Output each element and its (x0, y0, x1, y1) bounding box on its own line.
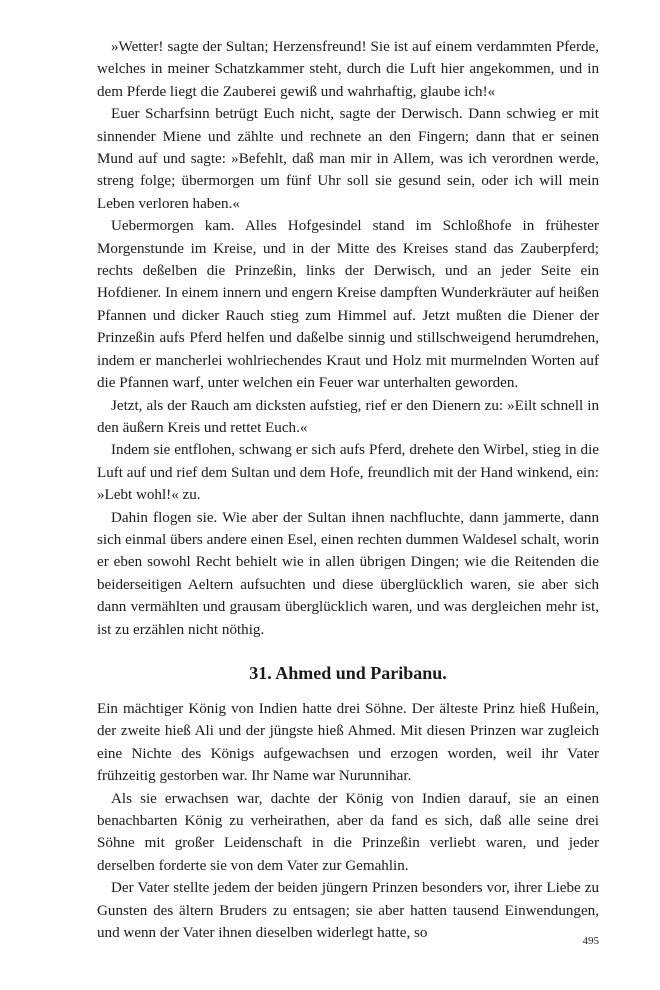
paragraph-6: Dahin flogen sie. Wie aber der Sultan ihnen nachfluchte, dann jammerte, dann sich einmal übers andere einen Esel, einen rechten dummen Waldesel schalt, worin er eben sowohl Recht behielt wie in allen übrigen Dingen; wie die Reitenden die beiderseitigen Aeltern aufsuchten und diese überglücklich waren, sie aber sich dann vermählten und grausam überglücklich waren, und was dergleichen mehr ist, ist zu erzählen nicht nöthig. (97, 509, 599, 638)
chapter-body (97, 698, 599, 944)
page-body (97, 36, 599, 944)
paragraph-1: »Wetter! sagte der Sultan; Herzensfreund! Sie ist auf einem verdammten Pferde, welches in meiner Schatzkammer steht, durch die Luft hier angekommen, und in dem Pferde liegt die Zauberei gewiß und wahrhaftig, glaube ich!« (97, 39, 599, 100)
paragraph-3: Uebermorgen kam. Alles Hofgesindel stand im Schloßhofe in frühester Morgenstunde im Kreise, und in der Mitte des Kreises stand das Zauberpferd; rechts deßelben die Prinzeßin, links der Derwisch, und an jeder Seite ein Hofdiener. In einem innern und engern Kreise dampften Wunderkräuter auf heißen Pfannen und dicker Rauch stieg zum Himmel auf. Jetzt mußten die Diener der Prinzeßin aufs Pferd helfen und daßelbe sinnig und stillschweigend herumdrehen, indem er mancherlei wohlriechendes Kraut und Holz mit murmelnden Worten auf die Pfannen warf, unter welchen ein Feuer war unterhalten geworden. (97, 218, 599, 392)
paragraph-5: Indem sie entflohen, schwang er sich aufs Pferd, drehete den Wirbel, stieg in die Luft auf und rief dem Sultan und dem Hofe, freundlich mit der Hand winkend, ein: »Lebt wohl!« zu. (97, 442, 599, 504)
page-number: 495 (582, 935, 599, 947)
chapter-paragraph-2: Als sie erwachsen war, dachte der König von Indien darauf, sie an einen benachbarten König zu verheirathen, aber da fand es sich, daß alle seine drei Söhne mit großer Leidenschaft in die Prinzeßin verliebt waren, und jeder derselben forderte sie von dem Vater zur Gemahlin. (97, 790, 599, 874)
chapter-paragraph-3: Der Vater stellte jedem der beiden jüngern Prinzen besonders vor, ihrer Liebe zu Gunsten des ältern Bruders zu entsagen; sie aber hatten tausend Einwendungen, und wenn der Vater ihnen dieselben widerlegt hatte, so (97, 880, 599, 942)
story-ending (97, 36, 599, 641)
paragraph-4: Jetzt, als der Rauch am dicksten aufstieg, rief er den Dienern zu: »Eilt schnell in den äußern Kreis und rettet Euch.« (97, 397, 599, 436)
chapter-heading: 31. Ahmed und Paribanu. (249, 662, 447, 683)
chapter-paragraph-1: Ein mächtiger König von Indien hatte drei Söhne. Der älteste Prinz hieß Hußein, der zweite hieß Ali und der jüngste hieß Ahmed. Mit diesen Prinzen war zugleich eine Nichte des Königs aufgewachsen und erzogen worden, weil ihr Vater frühzeitig gestorben war. Ihr Name war Nurunnihar. (97, 700, 599, 785)
paragraph-2: Euer Scharfsinn betrügt Euch nicht, sagte der Derwisch. Dann schwieg er mit sinnender Miene und zählte und rechnete an den Fingern; dann that er seinen Mund auf und sagte: »Befehlt, daß man mir in Allem, was ich verordnen werde, streng folge; übermorgen um fünf Uhr soll sie gesund sein, oder ich will mein Leben verloren haben.« (97, 106, 599, 212)
